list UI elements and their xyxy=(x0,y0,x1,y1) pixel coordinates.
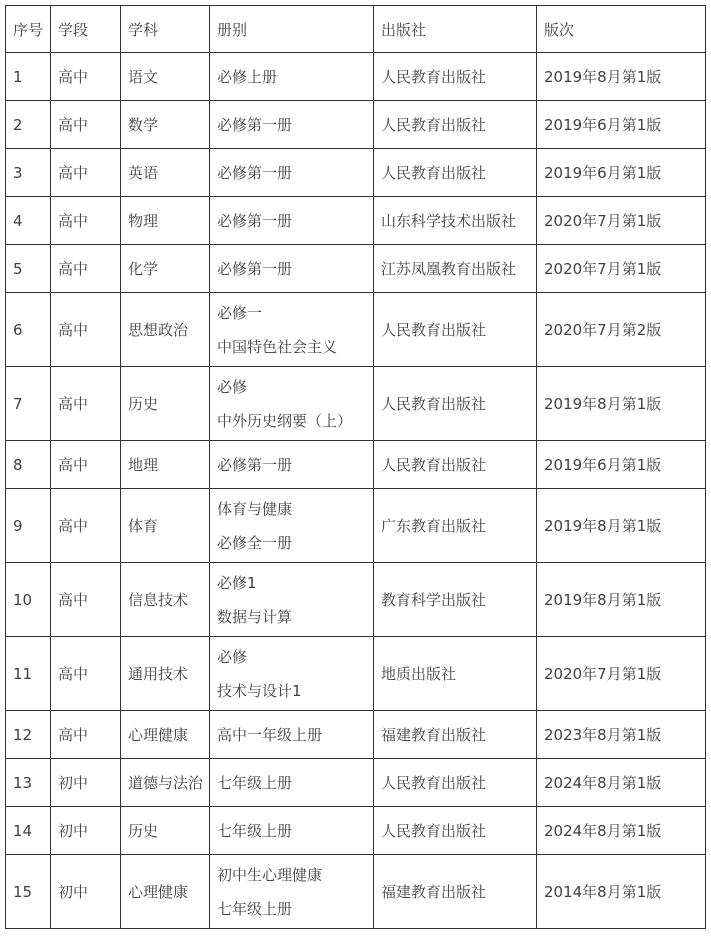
table-row xyxy=(6,759,706,807)
cell-volume xyxy=(210,245,374,293)
cell-stage: 高中 xyxy=(51,711,121,759)
volume-line: 七年级上册 xyxy=(217,899,293,918)
cell-edition: 2019年6月第1版 xyxy=(537,441,706,489)
cell-subject: 通用技术 xyxy=(121,637,210,711)
cell-index: 15 xyxy=(6,855,51,929)
table-header-row xyxy=(6,6,706,53)
cell-index: 14 xyxy=(6,807,51,855)
header-cell-stage: 学段 xyxy=(51,6,121,53)
cell-stage: 高中 xyxy=(51,441,121,489)
table-row xyxy=(6,367,706,441)
cell-edition: 2023年8月第1版 xyxy=(537,711,706,759)
cell-stage: 高中 xyxy=(51,101,121,149)
cell-index: 8 xyxy=(6,441,51,489)
cell-volume xyxy=(210,855,374,929)
volume-line: 必修1 xyxy=(217,573,257,592)
cell-subject: 道德与法治 xyxy=(121,759,210,807)
cell-publisher: 人民教育出版社 xyxy=(374,807,537,855)
volume-line: 中国特色社会主义 xyxy=(217,337,338,356)
volume-line: 必修第一册 xyxy=(217,163,293,182)
volume-line: 必修 xyxy=(217,647,248,666)
cell-volume xyxy=(210,637,374,711)
cell-publisher: 人民教育出版社 xyxy=(374,101,537,149)
volume-line: 初中生心理健康 xyxy=(217,865,323,884)
cell-index: 1 xyxy=(6,53,51,101)
cell-subject: 历史 xyxy=(121,807,210,855)
cell-publisher: 江苏凤凰教育出版社 xyxy=(374,245,537,293)
cell-index: 7 xyxy=(6,367,51,441)
header-cell-index: 序号 xyxy=(6,6,51,53)
volume-line: 七年级上册 xyxy=(217,821,293,840)
table-row xyxy=(6,563,706,637)
volume-line: 必修第一册 xyxy=(217,115,293,134)
cell-index: 2 xyxy=(6,101,51,149)
table-row xyxy=(6,149,706,197)
cell-stage: 初中 xyxy=(51,855,121,929)
cell-stage: 高中 xyxy=(51,637,121,711)
cell-subject: 化学 xyxy=(121,245,210,293)
cell-index: 13 xyxy=(6,759,51,807)
cell-publisher: 山东科学技术出版社 xyxy=(374,197,537,245)
cell-index: 4 xyxy=(6,197,51,245)
cell-index: 10 xyxy=(6,563,51,637)
cell-stage: 高中 xyxy=(51,367,121,441)
cell-stage: 高中 xyxy=(51,563,121,637)
cell-subject: 语文 xyxy=(121,53,210,101)
cell-publisher: 人民教育出版社 xyxy=(374,149,537,197)
table-row xyxy=(6,197,706,245)
cell-edition: 2014年8月第1版 xyxy=(537,855,706,929)
cell-edition: 2019年8月第1版 xyxy=(537,563,706,637)
cell-edition: 2020年7月第1版 xyxy=(537,637,706,711)
cell-edition: 2024年8月第1版 xyxy=(537,807,706,855)
cell-publisher: 广东教育出版社 xyxy=(374,489,537,563)
cell-publisher: 福建教育出版社 xyxy=(374,855,537,929)
table-row xyxy=(6,807,706,855)
cell-subject: 心理健康 xyxy=(121,711,210,759)
cell-stage: 高中 xyxy=(51,293,121,367)
table-row xyxy=(6,711,706,759)
cell-publisher: 人民教育出版社 xyxy=(374,53,537,101)
cell-edition: 2020年7月第1版 xyxy=(537,245,706,293)
cell-index: 11 xyxy=(6,637,51,711)
cell-volume xyxy=(210,149,374,197)
cell-publisher: 福建教育出版社 xyxy=(374,711,537,759)
cell-stage: 初中 xyxy=(51,807,121,855)
volume-line: 必修第一册 xyxy=(217,211,293,230)
cell-index: 5 xyxy=(6,245,51,293)
header-cell-volume: 册别 xyxy=(210,6,374,53)
volume-line: 高中一年级上册 xyxy=(217,725,323,744)
cell-subject: 英语 xyxy=(121,149,210,197)
cell-publisher: 地质出版社 xyxy=(374,637,537,711)
table-row xyxy=(6,441,706,489)
cell-volume xyxy=(210,563,374,637)
cell-index: 9 xyxy=(6,489,51,563)
cell-volume xyxy=(210,711,374,759)
table-row xyxy=(6,489,706,563)
cell-edition: 2019年6月第1版 xyxy=(537,149,706,197)
table-row xyxy=(6,855,706,929)
cell-edition: 2019年8月第1版 xyxy=(537,53,706,101)
table-row xyxy=(6,637,706,711)
cell-publisher: 人民教育出版社 xyxy=(374,759,537,807)
cell-stage: 高中 xyxy=(51,53,121,101)
cell-subject: 地理 xyxy=(121,441,210,489)
cell-stage: 高中 xyxy=(51,197,121,245)
table-row xyxy=(6,293,706,367)
cell-stage: 初中 xyxy=(51,759,121,807)
cell-subject: 体育 xyxy=(121,489,210,563)
volume-line: 数据与计算 xyxy=(217,607,293,626)
header-cell-publisher: 出版社 xyxy=(374,6,537,53)
cell-publisher: 人民教育出版社 xyxy=(374,293,537,367)
cell-publisher: 教育科学出版社 xyxy=(374,563,537,637)
cell-volume xyxy=(210,197,374,245)
cell-index: 6 xyxy=(6,293,51,367)
cell-subject: 信息技术 xyxy=(121,563,210,637)
volume-line: 必修全一册 xyxy=(217,533,293,552)
header-cell-subject: 学科 xyxy=(121,6,210,53)
volume-line: 必修上册 xyxy=(217,67,278,86)
cell-volume xyxy=(210,367,374,441)
volume-line: 必修第一册 xyxy=(217,455,293,474)
volume-line: 必修一 xyxy=(217,303,263,322)
cell-edition: 2019年8月第1版 xyxy=(537,367,706,441)
table-row xyxy=(6,101,706,149)
cell-edition: 2024年8月第1版 xyxy=(537,759,706,807)
cell-volume xyxy=(210,489,374,563)
volume-line: 技术与设计1 xyxy=(217,681,302,700)
volume-line: 七年级上册 xyxy=(217,773,293,792)
cell-stage: 高中 xyxy=(51,149,121,197)
volume-line: 体育与健康 xyxy=(217,499,293,518)
cell-publisher: 人民教育出版社 xyxy=(374,441,537,489)
cell-stage: 高中 xyxy=(51,245,121,293)
volume-line: 必修第一册 xyxy=(217,259,293,278)
cell-edition: 2020年7月第1版 xyxy=(537,197,706,245)
textbook-table xyxy=(5,5,706,929)
cell-volume xyxy=(210,53,374,101)
table-row xyxy=(6,245,706,293)
volume-line: 中外历史纲要（上） xyxy=(217,411,353,430)
volume-line: 必修 xyxy=(217,377,248,396)
cell-edition: 2019年8月第1版 xyxy=(537,489,706,563)
cell-volume xyxy=(210,759,374,807)
cell-index: 12 xyxy=(6,711,51,759)
cell-volume xyxy=(210,293,374,367)
cell-publisher: 人民教育出版社 xyxy=(374,367,537,441)
cell-edition: 2020年7月第2版 xyxy=(537,293,706,367)
cell-subject: 数学 xyxy=(121,101,210,149)
cell-volume xyxy=(210,807,374,855)
cell-volume xyxy=(210,441,374,489)
table-row xyxy=(6,53,706,101)
cell-subject: 思想政治 xyxy=(121,293,210,367)
cell-edition: 2019年6月第1版 xyxy=(537,101,706,149)
cell-volume xyxy=(210,101,374,149)
cell-subject: 心理健康 xyxy=(121,855,210,929)
cell-subject: 物理 xyxy=(121,197,210,245)
header-cell-edition: 版次 xyxy=(537,6,706,53)
cell-stage: 高中 xyxy=(51,489,121,563)
cell-index: 3 xyxy=(6,149,51,197)
cell-subject: 历史 xyxy=(121,367,210,441)
